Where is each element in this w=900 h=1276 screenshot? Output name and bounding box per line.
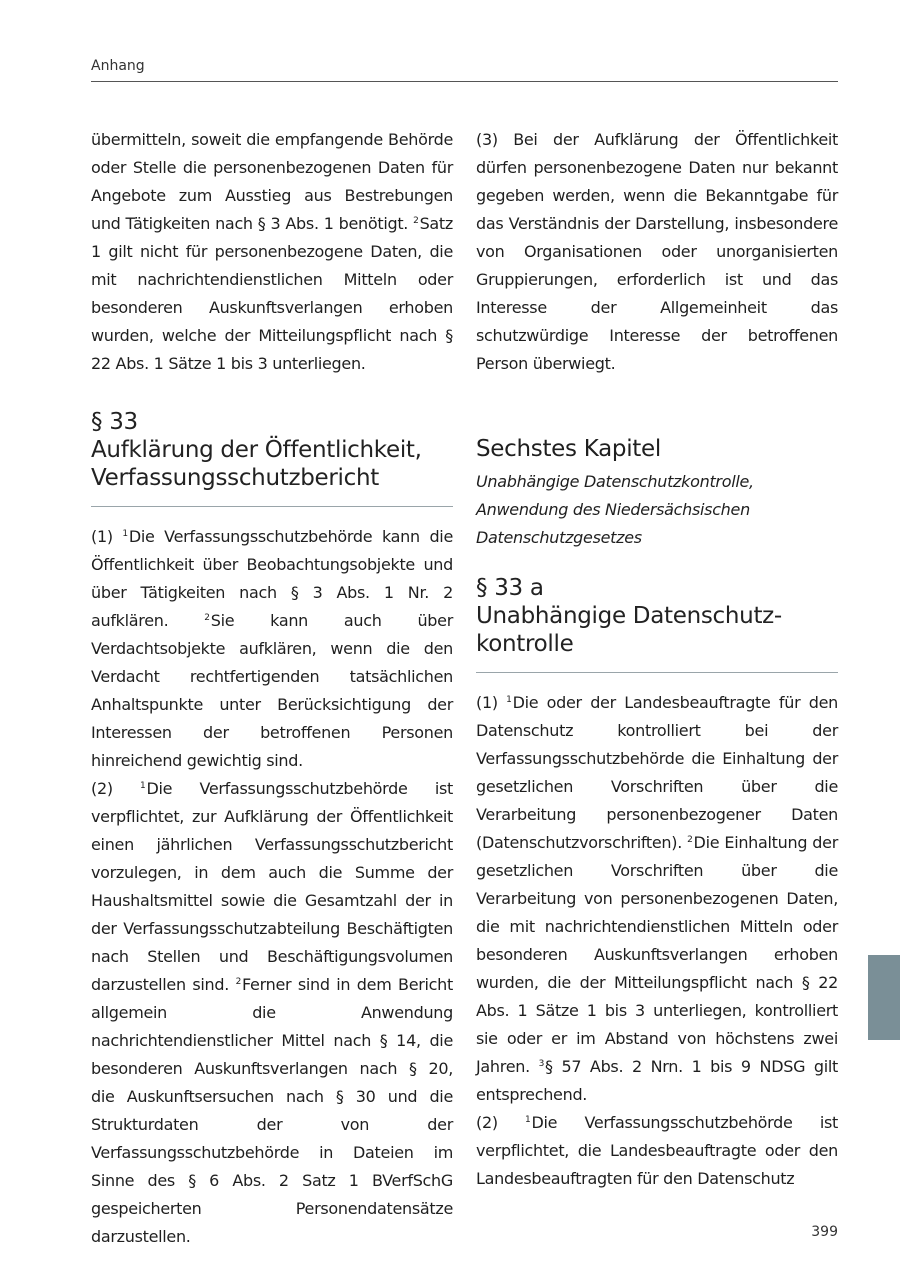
continued-paragraph	[91, 126, 453, 378]
running-head: Anhang	[91, 58, 145, 74]
paragraph-1	[476, 689, 838, 1109]
sentence-number: 2	[204, 613, 210, 623]
chapter-subtitle: Unabhängige Datenschutzkontrolle, Anwendung des Niedersächsischen Datenschutzgesetzes	[476, 472, 754, 547]
sentence-number: 1	[122, 529, 128, 539]
sentence-number: 1	[506, 695, 512, 705]
text-span: Satz 1 gilt nicht für personenbezogene Daten, die mit nachrichtendienstlichen Mitteln oder besonderen Auskunftsverlangen erhoben wurden, welche der Mitteilungspflicht nach § 22 Abs. 1 Sätze 1 bis 3 unterliegen.	[91, 214, 453, 373]
header-rule	[91, 81, 838, 82]
text-span: Die oder der Landesbeauftragte für den Datenschutz kontrolliert bei der Verfassungsschutzbehörde die Einhaltung der gesetzlichen Vorschriften über die Verarbeitung personenbezogener Daten (Datenschutzvorschriften).	[476, 693, 838, 852]
section-number: § 33 a	[476, 575, 544, 601]
paragraph-3: (3) Bei der Aufklärung der Öffentlichkeit dürfen personenbezogene Daten nur bekannt gegeben werden, wenn die Bekanntgabe für das Verständnis der Darstellung, insbesondere von Organisationen oder unorganisierten Gruppierungen, erforderlich ist und das Interesse der Allgemeinheit das schutzwürdige Interesse der betroffenen Person überwiegt.	[476, 130, 838, 373]
section-number: § 33	[91, 409, 138, 435]
chapter-thumb-tab	[868, 955, 900, 1040]
page-number: 399	[811, 1224, 838, 1240]
chapter-title: Sechstes Kapitel	[476, 436, 661, 462]
paragraph-label: (1)	[476, 693, 507, 712]
text-span: Sie kann auch über Verdachtsobjekte aufklären, wenn die den Verdacht rechtfertigenden tatsächlichen Anhaltspunkte unter Berücksichtigung der Interessen der betroffenen Personen hinreichend gewichtig sind.	[91, 611, 453, 770]
section-rule	[476, 672, 838, 673]
sentence-number: 2	[235, 977, 242, 987]
text-span: Die Einhaltung der gesetzlichen Vorschriften über die Verarbeitung von personenbezogenen Daten, die mit nachrichtendienstlichen Mitteln oder besonderen Auskunftsverlangen erhoben wurden, die der Mitteilungspflicht nach § 22 Abs. 1 Sätze 1 bis 3 unterliegen, kontrolliert sie oder er im Abstand von höchstens zwei Jahren.	[476, 833, 838, 1076]
text-span: Ferner sind in dem Bericht allgemein die Anwendung nachrichtendienstlicher Mittel nach § 14, die besonderen Auskunftsverlangen nach § 20, die Auskunftsersuchen nach § 30 und die Strukturdaten der von der Verfassungsschutzbehörde in Dateien im Sinne des § 6 Abs. 2 Satz 1 BVerfSchG gespeicherten Personendatensätze darzustellen.	[91, 975, 453, 1246]
section-title: Aufklärung der Öffentlichkeit, Verfassungsschutzbericht	[91, 437, 422, 491]
paragraph-label: (2)	[91, 779, 141, 798]
sentence-number: 2	[687, 835, 693, 845]
sentence-number: 1	[140, 781, 146, 791]
section-title-line: kontrolle	[476, 631, 574, 657]
text-span: übermitteln, soweit die empfangende Behörde oder Stelle die personenbezogenen Daten für Angebote zum Ausstieg aus Bestrebungen und Tätigkeiten nach § 3 Abs. 1 benötigt.	[91, 130, 453, 233]
paragraph-label: (2)	[476, 1113, 526, 1132]
sentence-number: 3	[538, 1059, 545, 1069]
paragraph-1	[91, 523, 453, 775]
text-span: § 57 Abs. 2 Nrn. 1 bis 9 NDSG gilt entsprechend.	[476, 1057, 839, 1104]
section-33-heading	[91, 408, 453, 492]
paragraph-2	[476, 1109, 838, 1193]
paragraph-2	[91, 775, 453, 1251]
section-title-line: Unabhängige Datenschutz-	[476, 603, 782, 629]
section-rule	[91, 506, 453, 507]
sentence-number: 1	[525, 1115, 531, 1125]
left-column	[91, 126, 453, 1251]
text-span: Die Verfassungsschutzbehörde ist verpflichtet, zur Aufklärung der Öffentlichkeit einen jährlichen Verfassungsschutzbericht vorzulegen, in dem auch die Summe der Haushaltsmittel sowie die Gesamtzahl der in der Verfassungsschutzabteilung Beschäftigten nach Stellen und Beschäftigungsvolumen darzustellen sind.	[91, 779, 453, 994]
sentence-number: 2	[413, 216, 419, 226]
text-span: Die Verfassungsschutzbehörde kann die Öffentlichkeit über Beobachtungsobjekte und über Tätigkeiten nach § 3 Abs. 1 Nr. 2 aufklären.	[91, 527, 453, 630]
paragraph-label: (1)	[91, 527, 123, 546]
section-33a-heading	[476, 574, 838, 658]
right-column	[476, 126, 838, 1193]
text-span: Die Verfassungsschutzbehörde ist verpflichtet, die Landesbeauftragte oder den Landesbeauftragten für den Datenschutz	[476, 1113, 838, 1188]
